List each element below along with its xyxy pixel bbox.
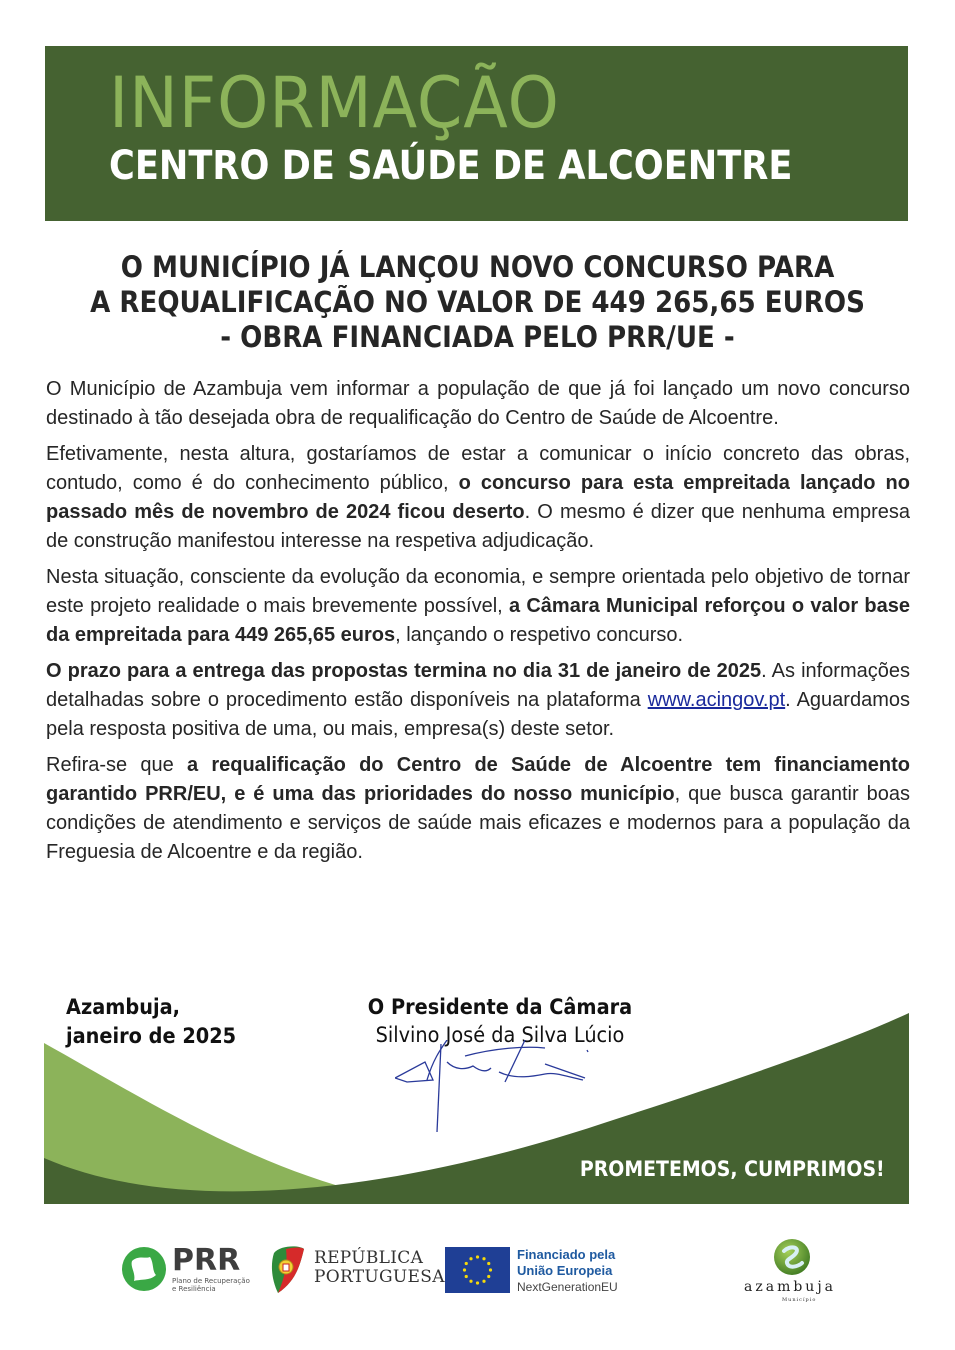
paragraph-3 (46, 563, 910, 649)
azambuja-logo (740, 1235, 850, 1310)
signature (395, 1040, 605, 1135)
logos-bar (0, 1235, 955, 1315)
eu-star (476, 1255, 479, 1258)
eu-text (517, 1247, 618, 1295)
eu-star (469, 1280, 472, 1283)
eu-line-2: União Europeia (517, 1263, 613, 1278)
date: janeiro de 2025 (66, 1024, 237, 1048)
eu-star (482, 1280, 485, 1283)
eu-star (476, 1281, 479, 1284)
headline-line-1: O MUNICÍPIO JÁ LANÇOU NOVO CONCURSO PARA (120, 250, 835, 284)
place-date (66, 993, 251, 1051)
portugal-flag-icon (270, 1245, 306, 1295)
prr-emblem-icon (120, 1245, 168, 1293)
eu-star (487, 1262, 490, 1265)
azambuja-subtitle: Município (782, 1297, 817, 1303)
prr-subtitle (172, 1277, 250, 1293)
paragraph-5-text: Refira-se que (46, 754, 187, 777)
paragraph-4-bold: O prazo para a entrega das propostas termina no dia 31 de janeiro de 2025 (46, 660, 762, 683)
prr-subtitle-line-2: e Resiliência (172, 1285, 216, 1293)
paragraph-3-bold: a Câmara Municipal reforçou o valor base da empreitada para 449 265,65 euros (46, 594, 910, 646)
article-body (46, 375, 910, 874)
banner-subtitle: CENTRO DE SAÚDE DE ALCOENTRE (109, 143, 793, 189)
eu-funding-logo (445, 1247, 635, 1297)
republica-portuguesa-logo (270, 1245, 445, 1295)
paragraph-2-bold: o concurso para esta empreitada lançado no passado mês de novembro de 2024 ficou deserto (46, 472, 910, 523)
prr-name: PRR (172, 1243, 241, 1278)
republica-line-2: PORTUGUESA (314, 1267, 445, 1287)
paragraph-2-text-end: . O mesmo é dizer que nenhuma empresa de construção manifestou interesse na respetiva adjudicação. (46, 500, 910, 552)
azambuja-emblem-icon (772, 1237, 812, 1277)
azambuja-name: azambuja (744, 1279, 837, 1295)
eu-star (482, 1257, 485, 1260)
republica-line-1: REPÚBLICA (314, 1248, 424, 1268)
headline-line-3: - OBRA FINANCIADA PELO PRR/UE - (220, 320, 735, 354)
paragraph-3-text: Nesta situação, consciente da evolução da economia, e sempre orientada pelo objetivo de tornar este projeto realidade o mais brevemente possível, (46, 566, 910, 617)
paragraph-5-bold: a requalificação do Centro de Saúde de Alcoentre tem financiamento garantido PRR/EU, e é uma das prioridades do nosso município (46, 754, 910, 806)
paragraph-2-text: Efetivamente, nesta altura, gostaríamos de estar a comunicar o início concreto das obras, contudo, como é do conhecimento público, (46, 443, 910, 495)
paragraph-4-text-end: . Aguardamos pela resposta positiva de uma, ou mais, empresa(s) deste setor. (46, 689, 910, 740)
banner-title: INFORMAÇÃO (109, 62, 560, 144)
slogan: PROMETEMOS, CUMPRIMOS! (580, 1157, 885, 1181)
acingov-link[interactable]: www.acingov.pt (647, 689, 786, 712)
eu-star (489, 1268, 492, 1271)
eu-star (465, 1275, 468, 1278)
eu-star (463, 1268, 466, 1271)
place: Azambuja, (66, 995, 180, 1019)
eu-star (465, 1262, 468, 1265)
eu-flag-icon (445, 1247, 510, 1293)
paragraph-2 (46, 440, 910, 555)
paragraph-4-text: . As informações detalhadas sobre o procedimento estão disponíveis na plataforma (46, 660, 910, 712)
paragraph-5 (46, 751, 910, 866)
header-banner (45, 46, 908, 221)
paragraph-1: O Município de Azambuja vem informar a população de que já foi lançado um novo concurso destinado à tão desejada obra de requalificação do Centro de Saúde de Alcoentre. (46, 378, 910, 429)
eu-star (487, 1275, 490, 1278)
republica-text (314, 1249, 445, 1287)
headline-line-2: A REQUALIFICAÇÃO NO VALOR DE 449 265,65 EUROS (90, 285, 865, 319)
paragraph-3-text-end: , lançando o respetivo concurso. (395, 623, 684, 646)
eu-line-1: Financiado pela (517, 1247, 616, 1262)
eu-star (469, 1257, 472, 1260)
light-green-wave (44, 1043, 364, 1193)
paragraph-5-text-end: , que busca garantir boas condições de atendimento e serviços de saúde mais eficazes e modernos para a população da Freguesia de Alcoentre e da região. (46, 783, 910, 863)
paragraph-4 (46, 657, 910, 743)
prr-subtitle-line-1: Plano de Recuperação (172, 1277, 250, 1285)
eu-line-3: NextGenerationEU (517, 1280, 618, 1294)
president-name: Silvino José da Silva Lúcio (375, 1023, 625, 1047)
headline (40, 250, 915, 355)
prr-logo (120, 1245, 260, 1295)
president-title: O Presidente da Câmara (367, 995, 633, 1019)
